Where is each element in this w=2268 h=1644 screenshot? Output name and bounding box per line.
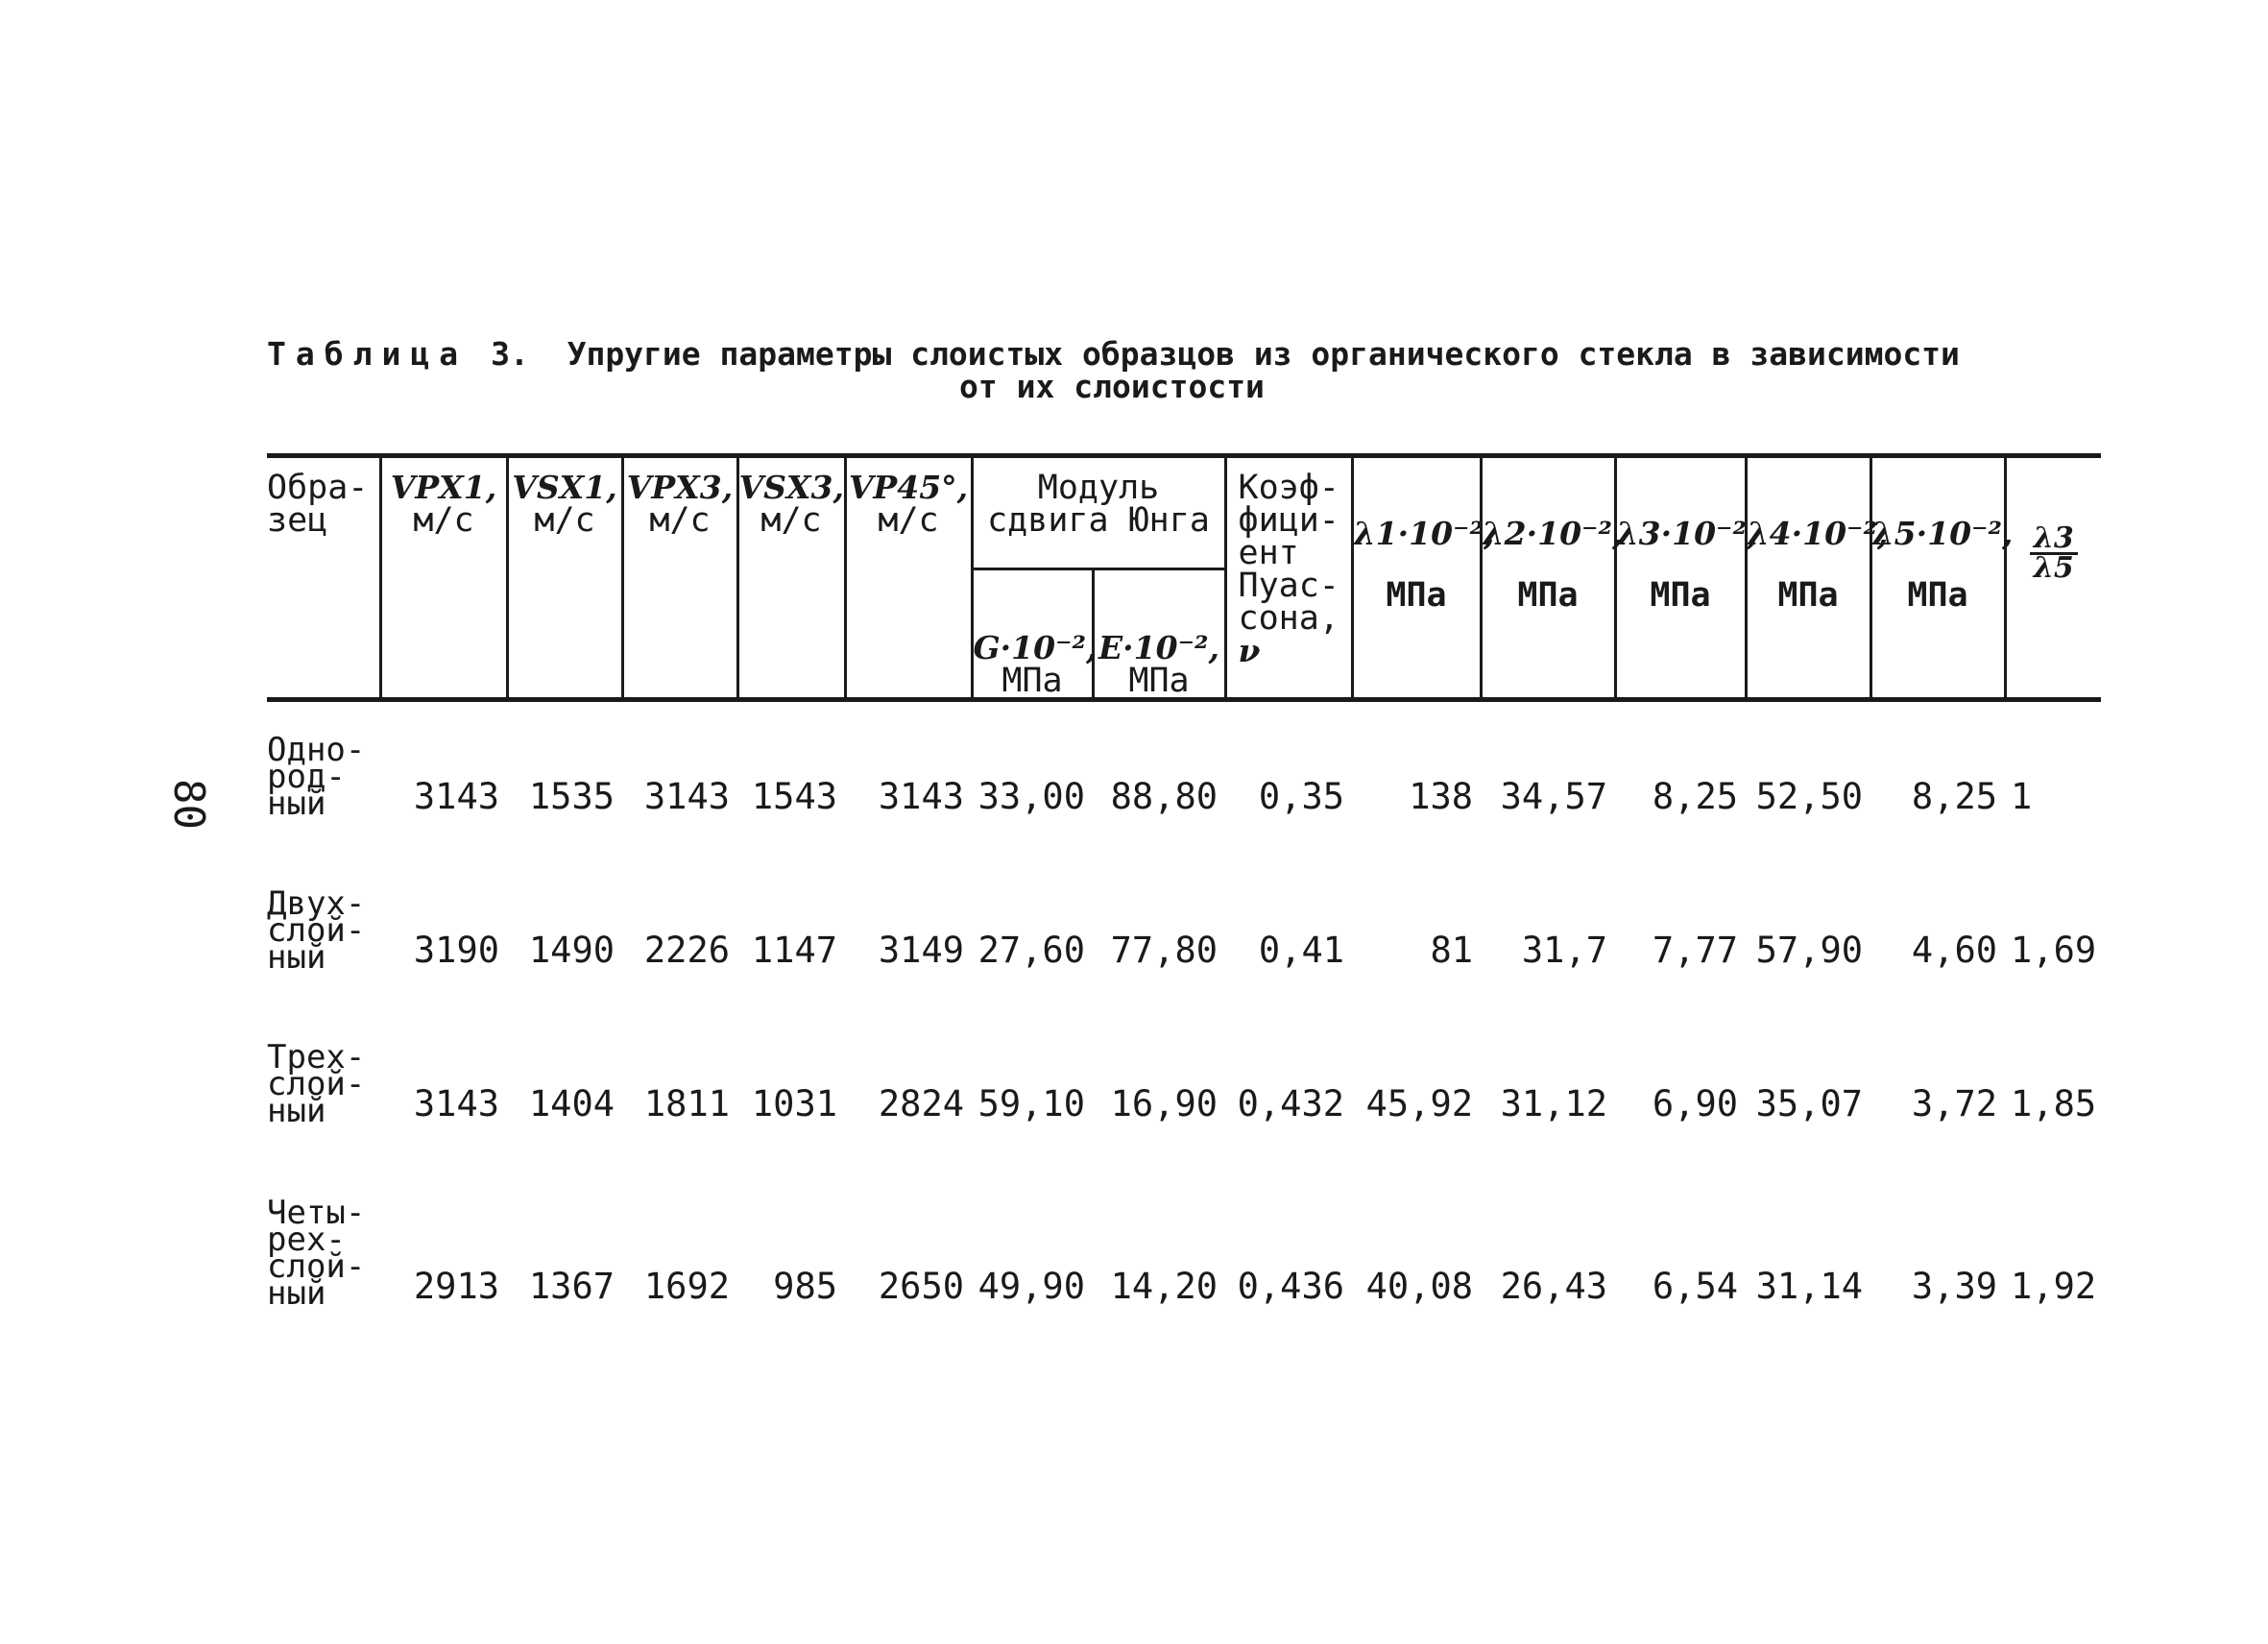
cell-sample-name: Трех- слой- ный — [267, 1038, 366, 1130]
cell-g: 27,60 — [977, 930, 1085, 971]
header-lambda5: λ5·10⁻², МПа — [1870, 456, 2005, 700]
cell-ratio: 1 — [2011, 776, 2033, 817]
header-poisson: Коэф- фици- ент Пуас- сона, ν — [1225, 456, 1352, 700]
header-vsx3: VSX3, м/с — [737, 456, 845, 700]
caption-label: Таблица — [267, 335, 469, 373]
header-lambda2: λ2·10⁻², МПа — [1481, 456, 1615, 700]
cell-ratio: 1,92 — [2011, 1266, 2097, 1307]
cell-ratio: 1,69 — [2011, 930, 2097, 971]
header-vp45: VP45°, м/с — [845, 456, 972, 700]
cell-vsx1: 1490 — [528, 930, 615, 971]
cell-l2: 26,43 — [1500, 1266, 1608, 1307]
cell-vsx1: 1535 — [528, 776, 615, 817]
cell-nu: 0,41 — [1258, 930, 1345, 971]
cell-l5: 3,72 — [1911, 1083, 1998, 1124]
cell-sample-name: Одно- род- ный — [267, 731, 366, 823]
header-vpx3: VPX3, м/с — [622, 456, 737, 700]
cell-l4: 31,14 — [1755, 1266, 1864, 1307]
page-number: 80 — [163, 779, 213, 830]
cell-vsx3: 1147 — [751, 930, 837, 971]
cell-e: 14,20 — [1110, 1266, 1218, 1307]
header-lambda-ratio — [2005, 456, 2101, 700]
cell-l2: 31,7 — [1521, 930, 1608, 971]
header-lambda4: λ4·10⁻², МПа — [1746, 456, 1870, 700]
lambda-ratio-fraction: $\frac{\lambda 3}{\lambda 5}$ — [2030, 525, 2078, 582]
cell-l2: 31,12 — [1500, 1083, 1608, 1124]
cell-l5: 4,60 — [1911, 930, 1998, 971]
cell-l3: 7,77 — [1652, 930, 1739, 971]
cell-vp45: 3143 — [878, 776, 964, 817]
header-vsx1: VSX1, м/с — [507, 456, 622, 700]
cell-l5: 8,25 — [1911, 776, 1998, 817]
cell-sample-name: Двух- слой- ный — [267, 884, 366, 977]
cell-vp45: 2650 — [878, 1266, 964, 1307]
table-row — [267, 971, 2101, 1124]
header-lambda3: λ3·10⁻², МПа — [1615, 456, 1746, 700]
table-body — [267, 700, 2101, 1313]
table-row — [267, 817, 2101, 971]
table-row — [267, 1124, 2101, 1307]
table-row — [267, 700, 2101, 818]
cell-vpx1: 3190 — [413, 930, 499, 971]
header-e: E·10⁻², МПа — [1093, 569, 1225, 700]
caption-text-line2: от их слоистости — [959, 368, 1265, 405]
cell-vsx3: 1543 — [751, 776, 837, 817]
cell-l3: 6,54 — [1652, 1266, 1739, 1307]
cell-l4: 35,07 — [1755, 1083, 1864, 1124]
cell-e: 88,80 — [1110, 776, 1218, 817]
cell-l3: 6,90 — [1652, 1083, 1739, 1124]
header-lambda1: λ1·10⁻², МПа — [1352, 456, 1481, 700]
header-moduli-group: Модуль сдвига Юнга — [972, 456, 1225, 569]
header-g: G·10⁻², МПа — [972, 569, 1093, 700]
cell-g: 49,90 — [977, 1266, 1085, 1307]
cell-l1: 40,08 — [1365, 1266, 1474, 1307]
cell-vsx1: 1367 — [528, 1266, 615, 1307]
cell-nu: 0,432 — [1237, 1083, 1345, 1124]
cell-vpx1: 2913 — [413, 1266, 499, 1307]
cell-l2: 34,57 — [1500, 776, 1608, 817]
elastic-parameters-table — [267, 453, 2101, 1313]
cell-vpx3: 2226 — [643, 930, 730, 971]
cell-l5: 3,39 — [1911, 1266, 1998, 1307]
cell-l4: 52,50 — [1755, 776, 1864, 817]
cell-vsx3: 1031 — [751, 1083, 837, 1124]
cell-vp45: 3149 — [878, 930, 964, 971]
table-caption — [267, 335, 2091, 405]
header-sample: Обра- зец — [267, 456, 380, 700]
cell-vpx3: 1692 — [643, 1266, 730, 1307]
cell-vpx1: 3143 — [413, 1083, 499, 1124]
cell-g: 59,10 — [977, 1083, 1085, 1124]
cell-l1: 138 — [1409, 776, 1474, 817]
caption-number: 3. — [491, 335, 529, 373]
cell-nu: 0,436 — [1237, 1266, 1345, 1307]
cell-vsx3: 985 — [773, 1266, 837, 1307]
caption-text-line1: Упругие параметры слоистых образцов из органического стекла в зависимости — [567, 335, 1960, 373]
cell-sample-name: Четы- рех- слой- ный — [267, 1194, 366, 1313]
cell-g: 33,00 — [977, 776, 1085, 817]
cell-vpx3: 3143 — [643, 776, 730, 817]
cell-nu: 0,35 — [1258, 776, 1345, 817]
cell-vp45: 2824 — [878, 1083, 964, 1124]
cell-vpx3: 1811 — [643, 1083, 730, 1124]
cell-vpx1: 3143 — [413, 776, 499, 817]
header-vpx1: VPX1, м/с — [380, 456, 507, 700]
cell-l3: 8,25 — [1652, 776, 1739, 817]
cell-l1: 45,92 — [1365, 1083, 1474, 1124]
cell-e: 77,80 — [1110, 930, 1218, 971]
cell-l1: 81 — [1430, 930, 1474, 971]
cell-l4: 57,90 — [1755, 930, 1864, 971]
cell-ratio: 1,85 — [2011, 1083, 2097, 1124]
cell-vsx1: 1404 — [528, 1083, 615, 1124]
cell-e: 16,90 — [1110, 1083, 1218, 1124]
